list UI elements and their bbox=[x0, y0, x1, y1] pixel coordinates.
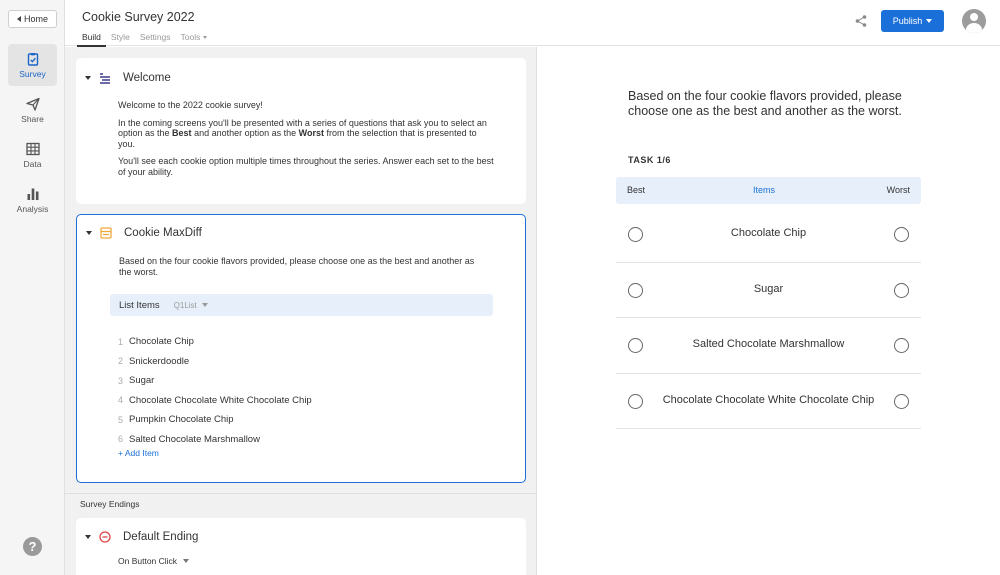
tab-tools[interactable]: Tools bbox=[176, 30, 213, 47]
list-item[interactable]: 2 Snickerdoodle bbox=[118, 355, 190, 367]
list-item[interactable]: 3 Sugar bbox=[118, 375, 155, 387]
maxdiff-card[interactable] bbox=[76, 214, 526, 483]
text-lines-icon bbox=[99, 72, 111, 84]
left-nav bbox=[0, 0, 65, 575]
home-button[interactable] bbox=[8, 10, 57, 28]
maxdiff-option-label: Salted Chocolate Marshmallow bbox=[692, 338, 845, 350]
chevron-down-icon bbox=[926, 19, 932, 23]
list-items-label: List Items bbox=[119, 299, 160, 311]
maxdiff-row bbox=[616, 207, 921, 263]
share-nodes-icon[interactable] bbox=[854, 14, 868, 28]
maxdiff-header bbox=[616, 177, 921, 204]
builder-pane bbox=[65, 47, 537, 575]
survey-endings-label: Survey Endings bbox=[80, 499, 140, 509]
publish-label: Publish bbox=[892, 16, 923, 26]
welcome-title[interactable]: Welcome bbox=[123, 72, 171, 84]
maxdiff-option-label: Chocolate Chip bbox=[730, 227, 807, 239]
nav-item-label: Share bbox=[21, 113, 44, 124]
chevron-down-icon bbox=[202, 303, 208, 307]
welcome-paragraph-2: In the coming screens you'll be presented with a series of questions that ask you to select an option as the Best and another option as the Worst from the selection that is presented to you. bbox=[118, 117, 487, 149]
maxdiff-row bbox=[616, 318, 921, 374]
list-select-dropdown[interactable]: Q1List bbox=[174, 301, 208, 310]
survey-title[interactable]: Cookie Survey 2022 bbox=[82, 10, 195, 24]
welcome-card-header bbox=[85, 72, 171, 84]
list-item[interactable]: 4 Chocolate Chocolate White Chocolate Chip bbox=[118, 394, 312, 406]
user-avatar[interactable] bbox=[962, 9, 986, 33]
maxdiff-row bbox=[616, 263, 921, 319]
tab-settings[interactable]: Settings bbox=[139, 32, 171, 42]
top-bar bbox=[65, 0, 1000, 46]
list-items-header bbox=[110, 294, 493, 316]
ending-trigger-dropdown[interactable]: On Button Click bbox=[118, 556, 189, 566]
home-label: Home bbox=[23, 14, 48, 24]
best-radio[interactable] bbox=[628, 227, 643, 242]
tab-build[interactable]: Build bbox=[77, 30, 106, 47]
default-ending-title[interactable]: Default Ending bbox=[123, 531, 199, 543]
column-items: Items bbox=[753, 185, 776, 195]
publish-button[interactable] bbox=[881, 10, 944, 32]
maxdiff-option-label: Sugar bbox=[753, 282, 784, 295]
nav-item-label: Analysis bbox=[16, 203, 49, 214]
welcome-body[interactable] bbox=[118, 100, 496, 184]
editor-tabs bbox=[77, 30, 212, 47]
welcome-paragraph-1: Welcome to the 2022 cookie survey! bbox=[118, 100, 263, 110]
analysis-icon bbox=[26, 187, 40, 201]
list-item[interactable]: 6 Salted Chocolate Marshmallow bbox=[118, 433, 260, 445]
ending-card-header bbox=[85, 531, 198, 543]
avatar-body bbox=[966, 23, 982, 33]
share-icon bbox=[26, 97, 40, 111]
column-worst: Worst bbox=[886, 185, 910, 195]
add-item-link[interactable]: + Add Item bbox=[118, 448, 159, 458]
maxdiff-question-text[interactable]: Based on the four cookie flavors provided, please choose one as the best and another as the worst. bbox=[119, 256, 475, 277]
default-ending-card[interactable] bbox=[76, 518, 526, 575]
list-item[interactable]: 1 Chocolate Chip bbox=[118, 336, 194, 348]
best-radio[interactable] bbox=[628, 394, 643, 409]
maxdiff-row bbox=[616, 374, 921, 430]
maxdiff-card-header bbox=[86, 227, 202, 239]
nav-item-analysis[interactable] bbox=[8, 179, 57, 221]
maxdiff-title[interactable]: Cookie MaxDiff bbox=[124, 227, 202, 239]
avatar-head bbox=[970, 13, 978, 21]
nav-item-label: Survey bbox=[19, 68, 46, 79]
list-item[interactable]: 5 Pumpkin Chocolate Chip bbox=[118, 414, 234, 426]
maxdiff-icon bbox=[100, 227, 112, 239]
chevron-down-icon bbox=[203, 36, 207, 39]
best-radio[interactable] bbox=[628, 283, 643, 298]
tab-style[interactable]: Style bbox=[110, 32, 130, 42]
nav-item-data[interactable] bbox=[8, 134, 57, 176]
nav-item-label: Data bbox=[23, 158, 42, 169]
back-arrow-icon bbox=[17, 16, 21, 22]
collapse-toggle-icon[interactable] bbox=[86, 231, 92, 235]
help-icon[interactable]: ? bbox=[23, 537, 42, 556]
chevron-down-icon bbox=[183, 559, 189, 563]
maxdiff-option-label: Chocolate Chocolate White Chocolate Chip bbox=[662, 393, 875, 406]
collapse-toggle-icon[interactable] bbox=[85, 535, 91, 539]
worst-radio[interactable] bbox=[894, 283, 909, 298]
list-items bbox=[118, 332, 312, 449]
preview-pane bbox=[538, 47, 1000, 575]
welcome-card[interactable] bbox=[76, 58, 526, 204]
column-best: Best bbox=[627, 185, 646, 195]
survey-icon bbox=[26, 52, 40, 66]
task-counter: TASK 1/6 bbox=[628, 155, 671, 165]
nav-item-share[interactable] bbox=[8, 89, 57, 131]
welcome-paragraph-3: You'll see each cookie option multiple times throughout the series. Answer each set to the best of your ability. bbox=[118, 156, 494, 177]
ending-icon bbox=[99, 531, 111, 543]
collapse-toggle-icon[interactable] bbox=[85, 76, 91, 80]
data-icon bbox=[26, 142, 40, 156]
worst-radio[interactable] bbox=[894, 394, 909, 409]
best-radio[interactable] bbox=[628, 338, 643, 353]
nav-item-survey[interactable] bbox=[8, 44, 57, 86]
worst-radio[interactable] bbox=[894, 338, 909, 353]
worst-radio[interactable] bbox=[894, 227, 909, 242]
divider bbox=[65, 493, 537, 494]
preview-question-text: Based on the four cookie flavors provided, please choose one as the best and another as the worst. bbox=[628, 89, 902, 118]
